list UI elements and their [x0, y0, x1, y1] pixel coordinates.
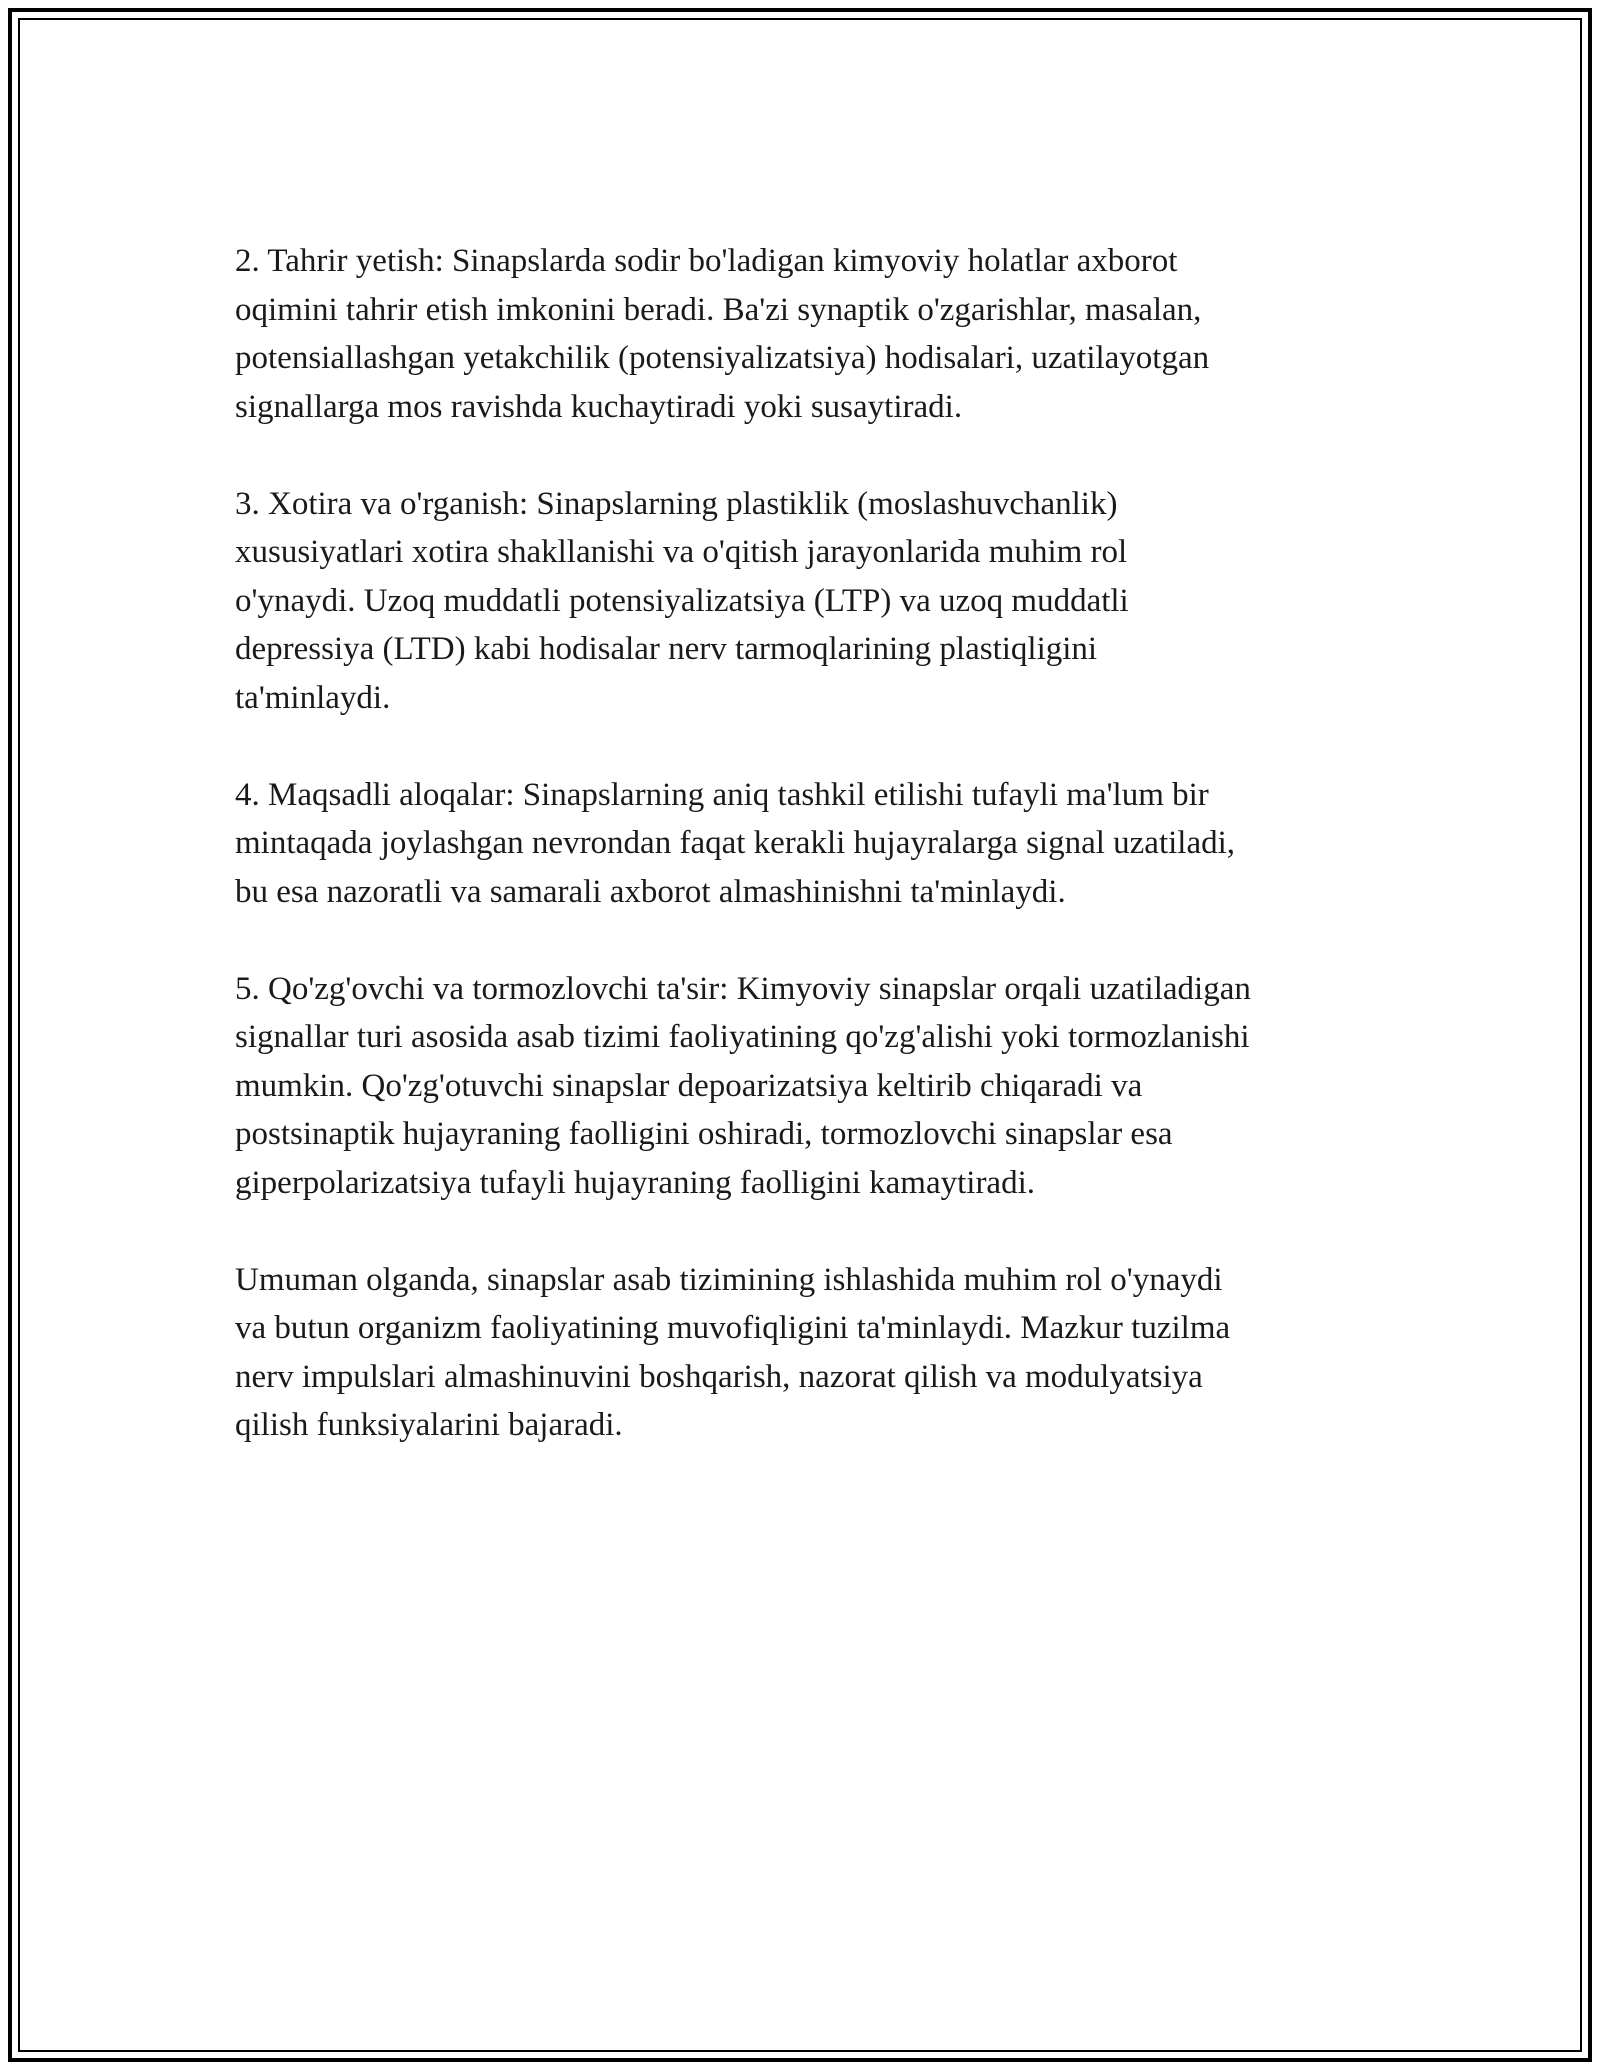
text-line: va butun organizm faoliyatining muvofiqligini ta'minlaydi. Mazkur tuzilma — [235, 1310, 1231, 1346]
text-line: 3. Xotira va o'rganish: Sinapslarning plastiklik (moslashuvchanlik) — [235, 485, 1118, 522]
text-line: 2. Tahrir yetish: Sinapslarda sodir bo'ladigan kimyoviy holatlar axborot — [235, 243, 1178, 279]
text-line: qilish funksiyalarini bajaradi. — [235, 1407, 623, 1443]
text-line: xususiyatlari xotira shakllanishi va o'qitish jarayonlarida muhim rol — [235, 534, 1128, 570]
document-body — [235, 237, 1395, 1498]
text-line: bu esa nazoratli va samarali axborot almashinishni ta'minlaydi. — [235, 873, 1066, 910]
text-line: potensiallashgan yetakchilik (potensiyalizatsiya) hodisalari, uzatilayotgan — [235, 340, 1210, 376]
text-line: signallar turi asosida asab tizimi faoliyatining qo'zg'alishi yoki tormozlanishi — [235, 1019, 1250, 1055]
text-line: nerv impulslari almashinuvini boshqarish, nazorat qilish va modulyatsiya — [235, 1358, 1203, 1395]
text-line: ta'minlaydi. — [235, 679, 391, 716]
text-line: 5. Qo'zg'ovchi va tormozlovchi ta'sir: Kimyoviy sinapslar orqali uzatiladigan — [235, 970, 1251, 1007]
text-line: o'ynaydi. Uzoq muddatli potensiyalizatsiya (LTP) va uzoq muddatli — [235, 582, 1129, 619]
text-line: postsinaptik hujayraning faolligini oshiradi, tormozlovchi sinapslar esa — [235, 1116, 1173, 1152]
text-line: Umuman olganda, sinapslar asab tizimining ishlashida muhim rol o'ynaydi — [235, 1261, 1223, 1298]
paragraph-targeted-connections — [235, 771, 1395, 917]
text-line: oqimini tahrir etish imkonini beradi. Ba'zi synaptik o'zgarishlar, masalan, — [235, 291, 1202, 328]
paragraph-memory-learning — [235, 480, 1395, 723]
paragraph-excitatory-inhibitory — [235, 965, 1395, 1208]
paragraph-synaptic-editing — [235, 237, 1395, 431]
text-line: mumkin. Qo'zg'otuvchi sinapslar depoarizatsiya keltirib chiqaradi va — [235, 1067, 1143, 1104]
paragraph-conclusion — [235, 1256, 1395, 1450]
text-line: mintaqada joylashgan nevrondan faqat kerakli hujayralarga signal uzatiladi, — [235, 825, 1236, 861]
text-line: giperpolarizatsiya tufayli hujayraning faolligini kamaytiradi. — [235, 1164, 1035, 1201]
text-line: 4. Maqsadli aloqalar: Sinapslarning aniq tashkil etilishi tufayli ma'lum bir — [235, 776, 1209, 813]
text-line: signallarga mos ravishda kuchaytiradi yoki susaytiradi. — [235, 388, 963, 425]
text-line: depressiya (LTD) kabi hodisalar nerv tarmoqlarining plastiqligini — [235, 631, 1098, 667]
